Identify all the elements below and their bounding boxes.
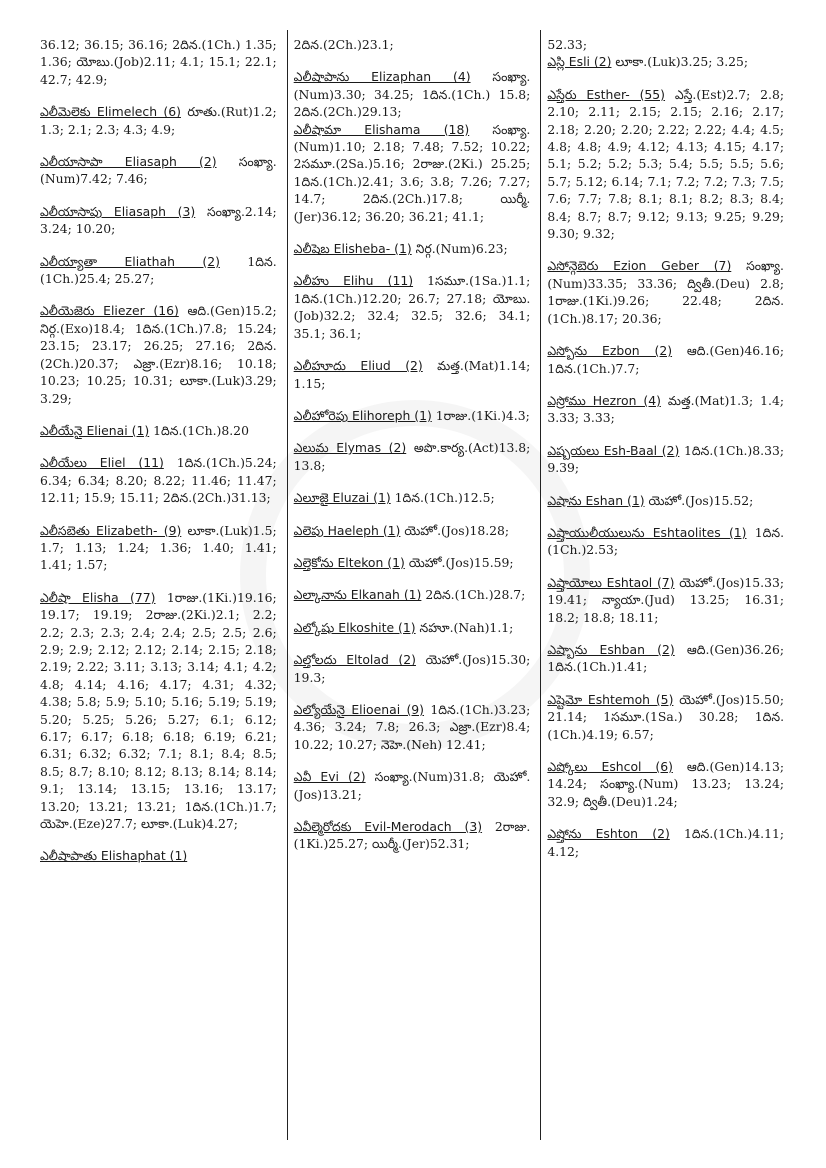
entry-heading: ఎసోన్గెబెరు Ezion Geber (7) [547, 258, 732, 274]
concordance-entry [294, 407, 531, 424]
entry-heading: ఎస్లి Esli (2) [547, 54, 612, 70]
entry-heading: ఎలీయేనై Elienai (1) [40, 422, 150, 438]
entry-heading: ఎవీ Evi (2) [293, 769, 366, 785]
entry-references: లూకా.(Luk)3.25; 3.25; [615, 54, 749, 70]
concordance-entry [547, 492, 784, 509]
entry-heading: ఎలీయాసాపా Eliasaph (2) [40, 154, 217, 170]
entry-heading: ఎష్కోలు Eshcol (6) [547, 759, 673, 774]
entry-heading: ఎస్రోము Hezron (4) [547, 392, 661, 408]
entry-heading: ఎలీషాపాను Elizaphan (4) [293, 69, 471, 85]
concordance-entry [547, 691, 784, 743]
entry-references: 2రాజు.(1Ki.)25.27; యిర్మీ.(Jer)52.31; [293, 819, 531, 852]
concordance-entry [547, 825, 784, 860]
entry-heading: ఎలూజై Eluzai (1) [293, 490, 391, 506]
entry-references: 1సమూ.(1Sa.)1.1; 1దిన.(1Ch.)12.20; 26.7; 27.18; యోబు.(Job)32.2; 32.4; 32.5; 32.6; 34.1; 35.1; 36.1; [293, 273, 531, 341]
concordance-entry [40, 589, 277, 833]
entry-heading: ఎల్కోషు Elkoshite (1) [293, 619, 416, 635]
entry-references: యెహో.(Jos)15.30; 19.3; [293, 652, 531, 685]
concordance-entry [294, 619, 531, 636]
entry-references: 1దిన.(1Ch.)2.53; [547, 524, 785, 558]
entry-heading: ఎలీషెబ Elisheba- (1) [293, 241, 412, 257]
concordance-entry [40, 422, 277, 439]
entry-heading: ఎలీహూదు Eliud (2) [293, 358, 423, 374]
entry-references: 36.12; 36.15; 36.16; 2దిన.(1Ch.) 1.35; 1.36; యోబు.(Job)2.11; 4.1; 15.1; 22.1; 42.7; 42.9; [40, 37, 277, 87]
entry-references: మత్త.(Mat)1.14; 1.15; [293, 358, 531, 391]
entry-heading: ఎష్తాయులీయులును Eshtaolites (1) [547, 524, 747, 540]
entry-heading: ఎలీయ్యాతా Eliathah (2) [40, 253, 220, 269]
column-2 [287, 30, 541, 1140]
concordance-entry [294, 768, 531, 803]
concordance-entry [294, 489, 531, 506]
entry-heading: ఎష్తాయోలు Eshtaol (7) [547, 574, 675, 590]
entry-heading: ఎస్బోను Ezbon (2) [547, 343, 673, 359]
concordance-entry [547, 53, 784, 70]
concordance-entry [294, 586, 531, 603]
concordance-entry [40, 454, 277, 506]
entry-references: సంఖ్యా.(Num)33.35; 33.36; ద్వితీ.(Deu) 2.8; 1రాజు.(1Ki.)9.26; 22.48; 2దిన.(1Ch.)8.17; 20.36; [547, 258, 785, 326]
entry-heading: ఎలెపు Haeleph (1) [293, 522, 401, 538]
entry-heading: ఎస్తేరు Esther- (55) [547, 86, 666, 102]
entry-heading: ఎలీషామా Elishama (18) [293, 121, 470, 137]
entry-references: ఆది.(Gen)14.13; 14.24; సంఖ్యా.(Num) 13.23; 13.24; 32.9; ద్వితీ.(Deu)1.24; [547, 759, 785, 809]
entry-references: సంఖ్యా.(Num)1.10; 2.18; 7.48; 7.52; 10.22; 2సమూ.(2Sa.)5.16; 2రాజు.(2Ki.) 25.25; 1దిన.(1Ch.)2.41; 3.6; 3.8; 7.26; 7.27; 14.7; 2దిన.(2Ch.)17.8; యిర్మీ.(Jer)36.12; 36.20; 36.21; 41.1; [293, 121, 531, 224]
entry-heading: ఎల్కానాను Elkanah (1) [293, 587, 422, 603]
concordance-entry [294, 554, 531, 571]
concordance-entry [547, 257, 784, 327]
entry-references: 1దిన.(1Ch.)8.33; 9.39; [547, 442, 785, 476]
entry-heading: ఎవీల్మెరోదకు Evil-Merodach (3) [293, 819, 483, 834]
entry-references: యెహో.(Jos)15.50; 21.14; 1సమూ.(1Sa.) 30.28; 1దిన.(1Ch.)4.19; 6.57; [547, 691, 785, 742]
entry-references: యెహో.(Jos)15.59; [408, 554, 514, 570]
concordance-entry [40, 302, 277, 406]
entry-references: నహూ.(Nah)1.1; [419, 619, 514, 635]
entry-references: 1దిన.(1Ch.)5.24; 6.34; 6.34; 8.20; 8.22; 11.46; 11.47; 12.11; 15.9; 15.11; 2దిన.(2Ch.)31.13; [40, 455, 277, 506]
entry-heading: ఎషాను Eshan (1) [547, 492, 645, 508]
entry-references: 2దిన.(2Ch.)23.1; [293, 37, 394, 52]
entry-heading: ఎలీయెజెరు Eliezer (16) [40, 303, 179, 319]
concordance-entry [547, 524, 784, 559]
entry-references: యెహో.(Jos)15.52; [648, 492, 754, 508]
entry-references: రూతు.(Rut)1.2; 1.3; 2.1; 2.3; 4.3; 4.9; [40, 104, 277, 137]
entry-references: నిర్గ.(Num)6.23; [415, 241, 508, 257]
entry-references: 1దిన.(1Ch.)12.5; [394, 490, 495, 506]
entry-heading: ఎష్బాను Eshban (2) [547, 641, 675, 657]
concordance-entry [547, 574, 784, 626]
column-3 [540, 30, 794, 1140]
concordance-entry [294, 68, 531, 120]
entry-references: యెహో.(Jos)18.28; [404, 522, 510, 538]
concordance-entry [547, 36, 784, 53]
entry-heading: ఎల్తోలదు Eltolad (2) [293, 652, 416, 668]
entry-heading: ఎలీసబెతు Elizabeth- (9) [40, 522, 182, 538]
concordance-entry [547, 392, 784, 427]
entry-references: యెహో.(Jos)15.33; 19.41; న్యాయా.(Jud) 13.25; 16.31; 18.2; 18.8; 18.11; [547, 574, 785, 625]
column-1 [34, 30, 287, 1140]
entry-heading: ఎలీషాపాతు Elishaphat (1) [40, 848, 188, 864]
entry-references: 2దిన.(1Ch.)28.7; [425, 587, 526, 603]
concordance-entry [294, 818, 531, 853]
entry-references: 1దిన.(1Ch.)4.11; 4.12; [547, 826, 785, 859]
concordance-entry [294, 36, 531, 53]
concordance-entry [40, 36, 277, 88]
entry-references: 1రాజు.(1Ki.)19.16; 19.17; 19.19; 2రాజు.(2Ki.)2.1; 2.2; 2.2; 2.3; 2.3; 2.4; 2.4; 2.5; 2.5; 2.6; 2.9; 2.9; 2.12; 2.12; 2.14; 2.15; 2.18; 2.19; 2.22; 3.11; 3.13; 3.14; 4.1; 4.2; 4.8; 4.14; 4.16; 4.17; 4.31; 4.32; 4.38; 5.8; 5.9; 5.10; 5.16; 5.19; 5.19; 5.20; 5.25; 5.26; 5.27; 6.1; 6.12; 6.17; 6.17; 6.18; 6.18; 6.19; 6.21; 6.31; 6.32; 6.32; 7.1; 8.1; 8.4; 8.5; 8.5; 8.7; 8.10; 8.12; 8.13; 8.14; 8.14; 9.1; 13.14; 13.15; 13.16; 13.17; 13.20; 13.21; 13.21; 1దిన.(1Ch.)1.7; యెహె.(Eze)27.7; లూకా.(Luk)4.27; [40, 589, 277, 832]
concordance-entry [294, 240, 531, 257]
concordance-entry [294, 651, 531, 686]
concordance-entry [547, 86, 784, 243]
entry-references: సంఖ్యా.(Num)7.42; 7.46; [40, 154, 277, 187]
concordance-entry [294, 121, 531, 225]
entry-references: 1దిన.(1Ch.)8.20 [153, 422, 249, 438]
concordance-entry [294, 272, 531, 342]
entry-references: సంఖ్యా.(Num)3.30; 34.25; 1దిన.(1Ch.) 15.8; 2దిన.(2Ch.)29.13; [293, 69, 531, 120]
entry-heading: ఎల్తెకోను Eltekon (1) [293, 554, 405, 570]
entry-heading: ఎలీహోరెపు Elihoreph (1) [293, 407, 432, 423]
entry-heading: ఎలీయాసాపు Eliasaph (3) [40, 203, 196, 219]
entry-references: లూకా.(Luk)1.5; 1.7; 1.13; 1.24; 1.36; 1.40; 1.41; 1.41; 1.57; [40, 522, 277, 573]
concordance-page [34, 30, 794, 1140]
concordance-entry [40, 522, 277, 574]
concordance-entry [40, 847, 277, 864]
entry-heading: ఎలీయేలు Eliel (11) [40, 455, 164, 471]
concordance-entry [294, 357, 531, 392]
entry-heading: ఎష్టెమో Eshtemoh (5) [547, 691, 674, 707]
entry-heading: ఎష్బయలు Esh-Baal (2) [547, 442, 680, 458]
entry-references: ఆది.(Gen)46.16; 1దిన.(1Ch.)7.7; [547, 343, 785, 376]
concordance-entry [294, 439, 531, 474]
entry-references: ఆది.(Gen)36.26; 1దిన.(1Ch.)1.41; [547, 641, 785, 675]
entry-heading: ఎష్తోను Eshton (2) [547, 826, 670, 842]
entry-references: సంఖ్యా.(Num)31.8; యెహో.(Jos)13.21; [293, 769, 531, 802]
entry-references: 1దిన.(1Ch.)3.23; 4.36; 3.24; 7.8; 26.3; ఎజ్రా.(Ezr)8.4; 10.22; 10.27; నెహె.(Neh) 12.41; [293, 701, 531, 752]
entry-references: 1రాజు.(1Ki.)4.3; [435, 407, 530, 423]
entry-heading: ఎలుమ Elymas (2) [293, 440, 407, 456]
entry-references: 52.33; [547, 37, 587, 52]
entry-heading: ఎలీమెలెకు Elimelech (6) [40, 104, 181, 120]
concordance-entry [40, 253, 277, 288]
concordance-entry [547, 641, 784, 676]
concordance-entry [547, 758, 784, 810]
concordance-entry [40, 153, 277, 188]
concordance-entry [294, 522, 531, 539]
entry-references: మత్త.(Mat)1.3; 1.4; 3.33; 3.33; [547, 392, 785, 426]
entry-references: ఆది.(Gen)15.2; నిర్గ.(Exo)18.4; 1దిన.(1Ch.)7.8; 15.24; 23.15; 23.17; 26.25; 27.16; 2దిన.(2Ch.)20.37; ఎజ్రా.(Ezr)8.16; 10.18; 10.23; 10.25; 10.31; లూకా.(Luk)3.29; 3.29; [40, 303, 277, 406]
concordance-entry [294, 701, 531, 753]
concordance-entry [40, 103, 277, 138]
concordance-entry [40, 203, 277, 238]
entry-references: 1దిన.(1Ch.)25.4; 25.27; [40, 253, 277, 287]
entry-references: అపొ.కార్య.(Act)13.8; 13.8; [293, 440, 531, 473]
entry-references: ఎస్తే.(Est)2.7; 2.8; 2.10; 2.11; 2.15; 2.15; 2.16; 2.17; 2.18; 2.20; 2.20; 2.22; 2.22; 4.4; 4.5; 4.8; 4.8; 4.9; 4.12; 4.13; 4.15; 4.17; 5.1; 5.2; 5.2; 5.3; 5.4; 5.5; 5.5; 5.6; 5.7; 5.12; 6.14; 7.1; 7.2; 7.2; 7.3; 7.5; 7.6; 7.7; 7.8; 8.1; 8.1; 8.2; 8.3; 8.4; 8.4; 8.7; 8.7; 9.12; 9.13; 9.25; 9.29; 9.30; 9.32; [547, 86, 785, 242]
entry-heading: ఎలీషా Elisha (77) [40, 589, 156, 605]
concordance-entry [547, 342, 784, 377]
entry-heading: ఎలీహు Elihu (11) [293, 273, 414, 289]
entry-references: సంఖ్యా.2.14; 3.24; 10.20; [40, 203, 277, 237]
concordance-entry [547, 442, 784, 477]
entry-heading: ఎల్యోయేనై Elioenai (9) [293, 701, 425, 717]
